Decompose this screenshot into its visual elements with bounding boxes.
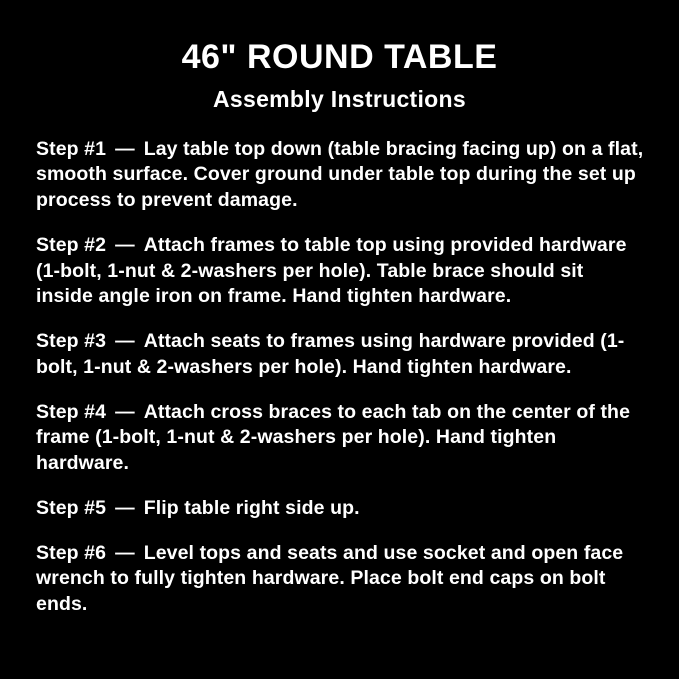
step-5 xyxy=(36,496,645,522)
step-4-text: Attach cross braces to each tab on the center of the frame (1-bolt, 1-nut & 2-washers per hole). Hand tighten hardware. xyxy=(36,400,631,475)
page-subtitle: Assembly Instructions xyxy=(213,85,466,112)
step-3-dash: — xyxy=(115,330,135,353)
step-6-text: Level tops and seats and use socket and open face wrench to fully tighten hardware. Place bolt end caps on bolt ends. xyxy=(36,541,624,615)
step-5-label: Step #5 xyxy=(36,496,107,519)
step-1 xyxy=(36,137,645,214)
step-2 xyxy=(36,233,645,310)
page-title: 46" ROUND TABLE xyxy=(181,38,498,76)
step-2-text: Attach frames to table top using provided hardware (1-bolt, 1-nut & 2-washers per hole). Table brace should sit inside angle iron on frame. Hand tighten hardware. xyxy=(36,233,627,308)
step-5-text: Flip table right side up. xyxy=(143,496,360,519)
step-3-label: Step #3 xyxy=(36,330,107,353)
step-2-dash: — xyxy=(115,233,135,256)
step-3 xyxy=(36,329,645,380)
step-4-dash: — xyxy=(115,400,135,423)
step-5-dash: — xyxy=(115,496,135,519)
header xyxy=(0,0,679,113)
step-6 xyxy=(36,541,645,618)
step-1-text: Lay table top down (table bracing facing up) on a flat, smooth surface. Cover ground under table top during the set up process to prevent damage. xyxy=(36,137,644,212)
step-6-dash: — xyxy=(115,541,135,564)
step-6-label: Step #6 xyxy=(36,541,107,564)
step-3-text: Attach seats to frames using hardware provided (1-bolt, 1-nut & 2-washers per hole). Hand tighten hardware. xyxy=(36,330,625,378)
step-2-label: Step #2 xyxy=(36,233,107,256)
step-4-label: Step #4 xyxy=(36,400,107,423)
step-1-label: Step #1 xyxy=(36,137,107,160)
steps-list xyxy=(0,113,679,618)
step-1-dash: — xyxy=(115,137,135,160)
step-4 xyxy=(36,400,645,477)
